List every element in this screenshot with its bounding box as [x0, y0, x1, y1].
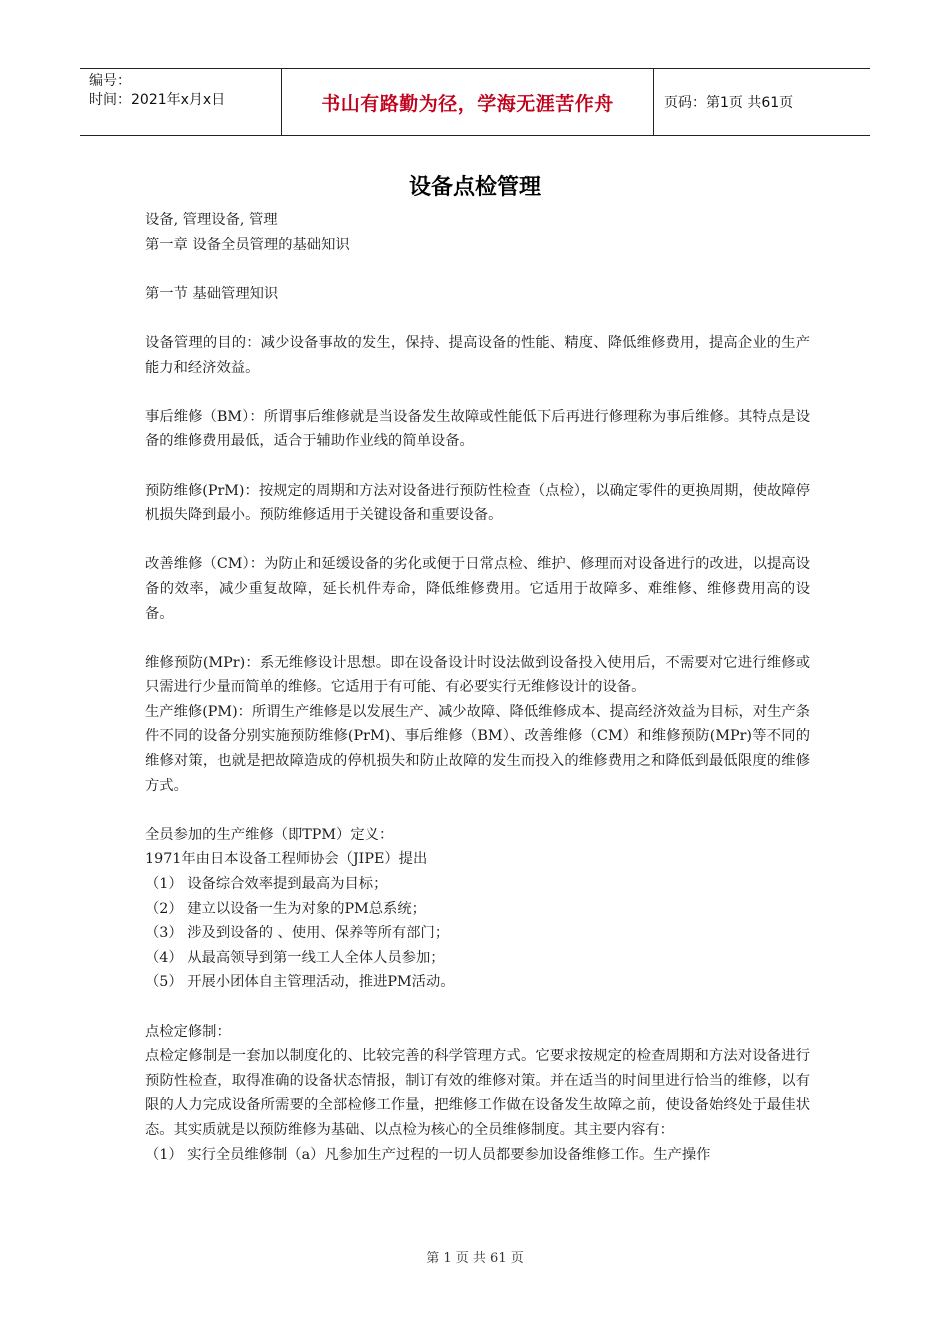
body-paragraph: 1971年由日本设备工程师协会（JIPE）提出 [145, 851, 428, 868]
body-paragraph: 点检定修制是一套加以制度化的、比较完善的科学管理方式。它要求按规定的检查周期和方法对设备进行预防性检查，取得准确的设备状态情报，制订有效的维修对策。并在适当的时间里进行恰当的维修，以有限的人力完成设备所需要的全部检修工作量，把维修工作做在设备发生故障之前，使设备始终处于最佳状态。其实质就是以预防维修为基础、以点检为核心的全员维修制度。其主要内容有： [145, 1048, 810, 1138]
page-header [80, 68, 870, 136]
paragraph-spacer [145, 995, 810, 1020]
body-paragraph: 改善维修（CM）：为防止和延缓设备的劣化或便于日常点检、维护、修理而对设备进行的改进，以提高设备的效率，减少重复故障，延长机件寿命，降低维修费用。它适用于故障多、难维修、维修费用高的设备。 [145, 556, 810, 622]
body-paragraph: （3） 涉及到设备的 、使用、保养等所有部门； [145, 925, 450, 942]
document-body [145, 208, 810, 1167]
body-paragraph: 设备管理的目的：减少设备事故的发生，保持、提高设备的性能、精度、降低维修费用，提高企业的生产能力和经济效益。 [145, 334, 810, 376]
body-paragraph: 事后维修（BM）：所谓事后维修就是当设备发生故障或性能低下后再进行修理称为事后维修。其特点是设备的维修费用最低，适合于辅助作业线的简单设备。 [145, 408, 810, 450]
body-paragraph: 预防维修(PrM)：按规定的周期和方法对设备进行预防性检查（点检），以确定零件的更换周期，使故障停机损失降到最小。预防维修适用于关键设备和重要设备。 [145, 482, 810, 524]
body-paragraph: 全员参加的生产维修（即TPM）定义： [145, 826, 394, 843]
header-motto: 书山有路勤为径，学海无涯苦作舟 [282, 69, 654, 135]
body-paragraph: 生产维修(PM)：所谓生产维修是以发展生产、减少故障、降低维修成本、提高经济效益为目标，对生产条件不同的设备分别实施预防维修(PrM)、事后维修（BM）、改善维修（CM）和维修预防(MPr)等不同的维修对策，也就是把故障造成的停机损失和防止故障的发生而投入的维修费用之和降低到最低限度的维修方式。 [145, 703, 810, 794]
header-page-info: 页码：第1页 共61页 [664, 95, 794, 111]
body-paragraph: 设备, 管理设备, 管理 [145, 212, 278, 228]
document-title: 设备点检管理 [408, 175, 541, 200]
body-paragraph: （1） 实行全员维修制（a）凡参加生产过程的一切人员都要参加设备维修工作。生产操作 [145, 1146, 711, 1163]
paragraph-spacer [145, 257, 810, 282]
body-paragraph: （2） 建立以设备一生为对象的PM总系统； [145, 900, 426, 917]
header-meta [80, 69, 282, 135]
paragraph-spacer [145, 306, 810, 331]
paragraph-spacer [145, 380, 810, 405]
page-footer: 第 1 页 共 61 页 [426, 1251, 524, 1266]
body-paragraph: 点检定修制： [145, 1023, 231, 1040]
document-time-label: 时间：2021年x月x日 [89, 92, 226, 108]
paragraph-spacer [145, 626, 810, 651]
body-paragraph: 第一节 基础管理知识 [145, 285, 279, 302]
body-paragraph: （1） 设备综合效率提到最高为目标； [145, 876, 388, 893]
body-paragraph: （5） 开展小团体自主管理活动，推进PM活动。 [145, 974, 455, 991]
paragraph-spacer [145, 454, 810, 479]
body-paragraph: 第一章 设备全员管理的基础知识 [145, 236, 350, 253]
body-paragraph: 维修预防(MPr)：系无维修设计思想。即在设备设计时设法做到设备投入使用后，不需要对它进行维修或只需进行少量而简单的维修。它适用于有可能、有必要实行无维修设计的设备。 [145, 654, 810, 696]
paragraph-spacer [145, 798, 810, 823]
paragraph-spacer [145, 528, 810, 553]
document-number-label: 编号： [89, 73, 131, 89]
body-paragraph: （4） 从最高领导到第一线工人全体人员参加； [145, 949, 445, 966]
